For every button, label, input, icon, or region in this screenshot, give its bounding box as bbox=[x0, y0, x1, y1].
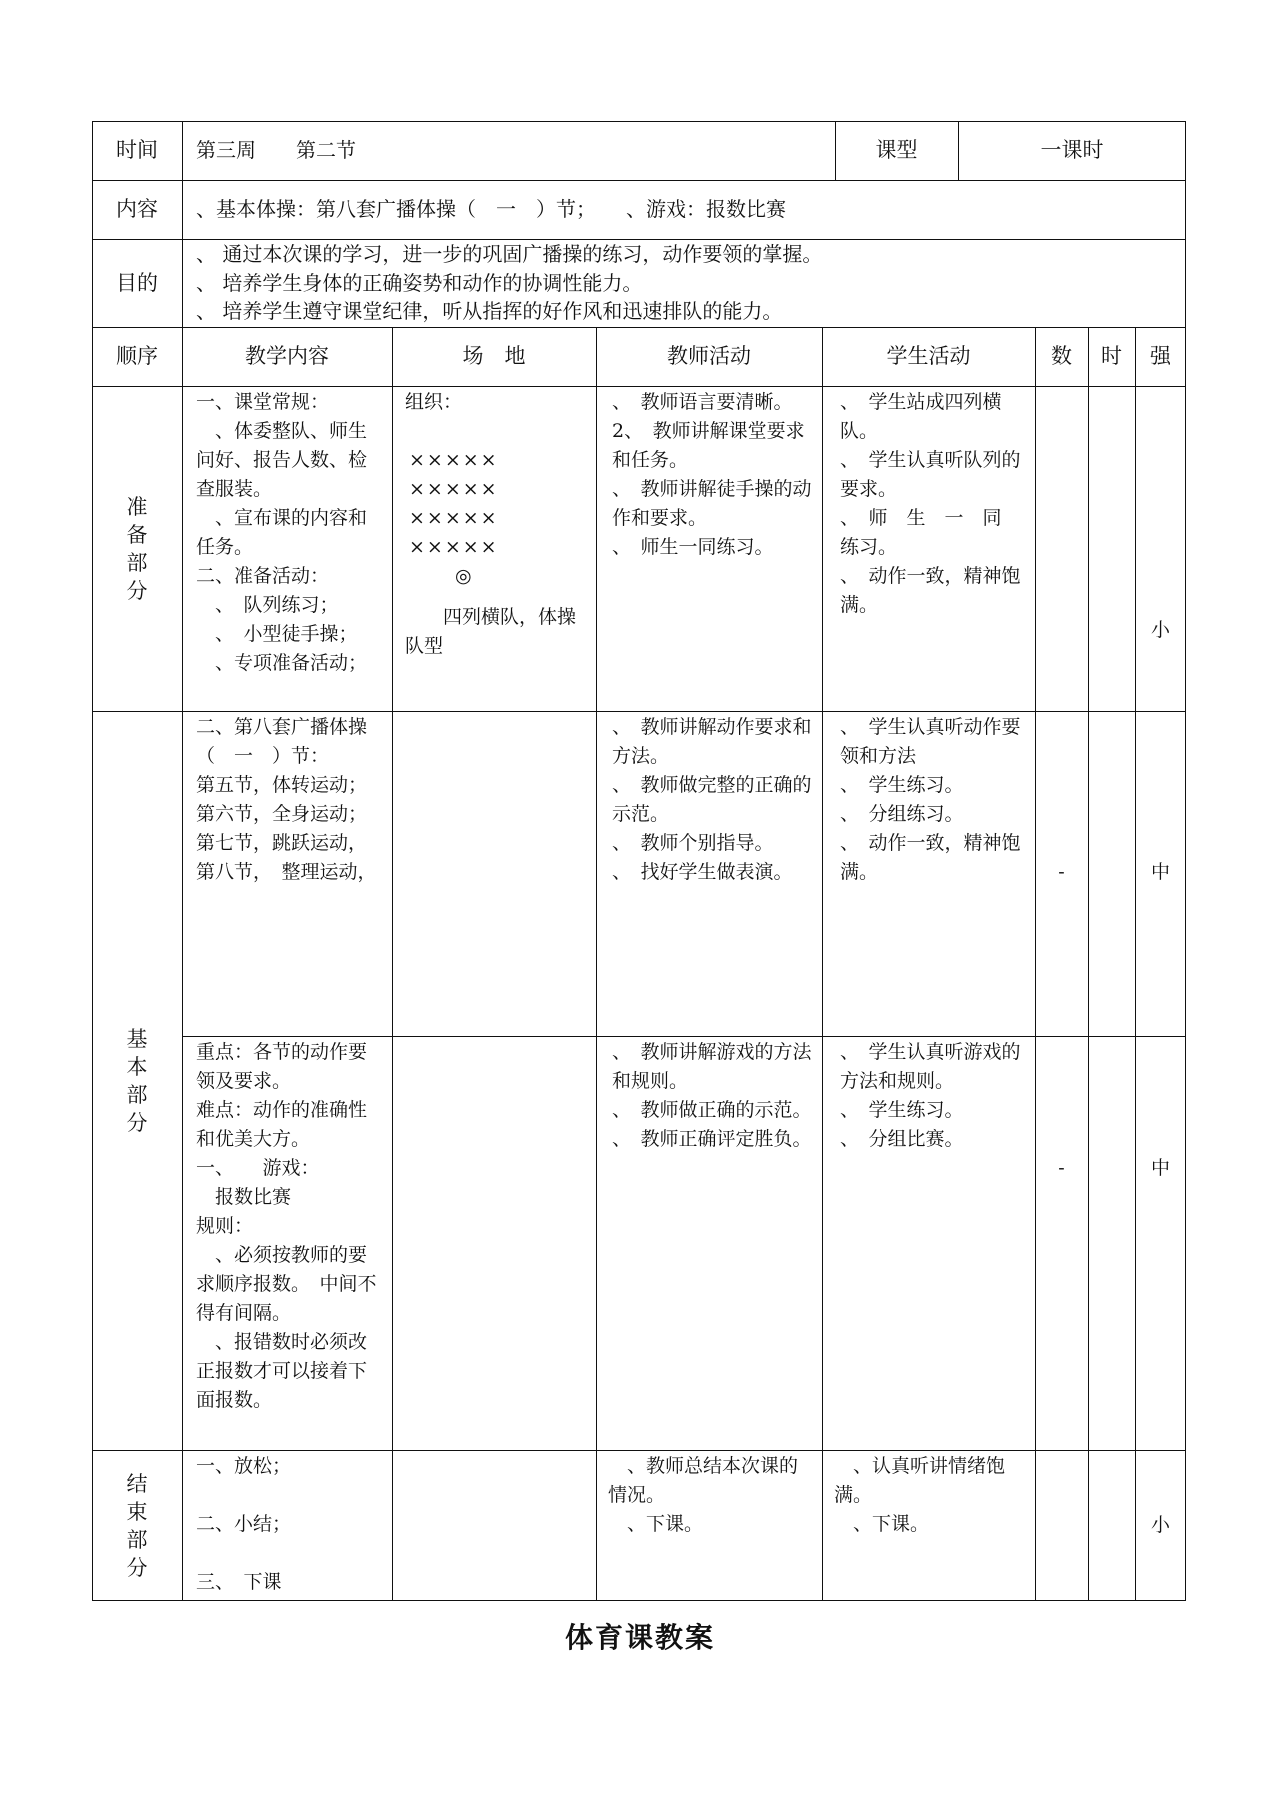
content-line: 规则： bbox=[196, 1215, 254, 1237]
content-line: 一、课堂常规： bbox=[196, 391, 330, 413]
content-line: 、 小型徒手操； bbox=[196, 623, 358, 645]
col-divider bbox=[596, 327, 597, 1601]
content-line: 一、 游戏： bbox=[196, 1157, 320, 1179]
basic2-teacher bbox=[612, 1038, 812, 1154]
section-label-end bbox=[92, 1450, 182, 1601]
row-divider bbox=[92, 711, 1186, 712]
label-char: 分 bbox=[126, 1555, 148, 1580]
teacher-item: 、教师总结本次课的情况。 bbox=[608, 1455, 799, 1506]
label-char: 束 bbox=[126, 1499, 148, 1524]
prep-intensity: 小 bbox=[1150, 618, 1170, 641]
label-char: 基 bbox=[126, 1026, 148, 1051]
basic1-student bbox=[840, 713, 1028, 887]
content-line: 一、放松； bbox=[196, 1455, 292, 1477]
section-label-basic bbox=[92, 711, 182, 1450]
student-item: 、 学生认真听队列的要求。 bbox=[840, 449, 1021, 500]
student-item: 、下课。 bbox=[834, 1513, 930, 1535]
content-label: 内容 bbox=[116, 197, 158, 221]
content-line: 报数比赛 bbox=[196, 1186, 292, 1208]
col-header-student: 学生活动 bbox=[886, 344, 971, 368]
row-divider bbox=[92, 1450, 1186, 1451]
col-header-count: 数 bbox=[1051, 344, 1072, 368]
teacher-item: 、 教师语言要清晰。 bbox=[612, 391, 793, 413]
time-value: 第三周 第二节 bbox=[196, 138, 356, 162]
teacher-item: 、 找好学生做表演。 bbox=[612, 861, 793, 883]
basic1-count: - bbox=[1058, 860, 1065, 883]
goal-list bbox=[196, 240, 1176, 326]
content-line: 三、 下课 bbox=[196, 1571, 282, 1593]
teacher-item: 、下课。 bbox=[608, 1513, 704, 1535]
col-divider bbox=[1088, 327, 1089, 1601]
content-line: 二、准备活动： bbox=[196, 565, 330, 587]
row-divider bbox=[92, 386, 1186, 387]
formation-row: ××××× bbox=[409, 507, 499, 529]
content-line: 第七节，跳跃运动， bbox=[196, 832, 368, 854]
col-header-intensity: 强 bbox=[1150, 344, 1171, 368]
prep-teacher bbox=[612, 388, 812, 562]
formation-row: ××××× bbox=[409, 478, 499, 500]
basic2-content bbox=[196, 1038, 384, 1415]
goal-item: 、 培养学生身体的正确姿势和动作的协调性能力。 bbox=[196, 270, 643, 295]
teacher-item: 、 教师做正确的示范。 bbox=[612, 1099, 812, 1121]
type-label: 课型 bbox=[875, 138, 918, 162]
content-line: 重点：各节的动作要领及要求。 bbox=[196, 1041, 368, 1092]
col-header-time: 时 bbox=[1101, 344, 1122, 368]
teacher-item: 、 教师个别指导。 bbox=[612, 832, 774, 854]
content-line: 、 队列练习； bbox=[196, 594, 339, 616]
content-line: 第八节， 整理运动， bbox=[196, 861, 377, 883]
student-item: 、 学生站成四列横队。 bbox=[840, 391, 1002, 442]
student-item: 、 学生练习。 bbox=[840, 774, 964, 796]
teacher-item: 、 教师讲解徒手操的动作和要求。 bbox=[612, 478, 812, 529]
venue-note: 四列横队，体操队型 bbox=[405, 606, 577, 657]
col-divider bbox=[392, 327, 393, 1601]
section-label-prep bbox=[92, 386, 182, 711]
document-title: 体育课教案 bbox=[564, 1621, 715, 1654]
student-item: 、 学生认真听游戏的方法和规则。 bbox=[840, 1041, 1021, 1092]
student-item: 、 动作一致，精神饱满。 bbox=[840, 565, 1021, 616]
col-header-order: 顺序 bbox=[116, 344, 158, 368]
basic2-count: - bbox=[1058, 1156, 1065, 1179]
time-label: 时间 bbox=[116, 138, 158, 162]
col-header-teacher: 教师活动 bbox=[667, 344, 751, 368]
col-divider bbox=[1035, 327, 1036, 1601]
prep-student bbox=[840, 388, 1028, 620]
label-char: 分 bbox=[126, 578, 148, 603]
student-item: 、 学生练习。 bbox=[840, 1099, 964, 1121]
content-line: 二、小结； bbox=[196, 1513, 292, 1535]
teacher-item: 、 师生一同练习。 bbox=[612, 536, 774, 558]
goal-item: 、 培养学生遵守课堂纪律，听从指挥的好作风和迅速排队的能力。 bbox=[196, 299, 783, 323]
basic2-student bbox=[840, 1038, 1028, 1154]
basic1-intensity: 中 bbox=[1150, 860, 1170, 883]
formation-row: ××××× bbox=[409, 536, 499, 558]
student-item: 、 分组比赛。 bbox=[840, 1128, 964, 1150]
type-value: 一课时 bbox=[1040, 138, 1104, 162]
teacher-item: 2、 教师讲解课堂要求和任务。 bbox=[612, 420, 805, 471]
content-line: 难点：动作的准确性和优美大方。 bbox=[196, 1099, 368, 1150]
teacher-item: 、 教师做完整的正确的示范。 bbox=[612, 774, 812, 825]
label-char: 部 bbox=[126, 1527, 148, 1552]
label-char: 本 bbox=[126, 1054, 148, 1079]
student-item: 、认真听讲情绪饱满。 bbox=[834, 1455, 1006, 1506]
col-divider bbox=[1135, 327, 1136, 1601]
basic1-teacher bbox=[612, 713, 812, 887]
label-char: 备 bbox=[126, 522, 148, 547]
end-intensity: 小 bbox=[1150, 1513, 1170, 1536]
student-item: 、 动作一致，精神饱满。 bbox=[840, 832, 1021, 883]
content-line: 、宣布课的内容和任务。 bbox=[196, 507, 368, 558]
end-teacher bbox=[608, 1452, 814, 1539]
col-divider bbox=[822, 327, 823, 1601]
content-line: 第五节，体转运动； bbox=[196, 774, 368, 796]
basic2-intensity: 中 bbox=[1150, 1156, 1170, 1179]
basic1-content bbox=[196, 713, 384, 887]
label-char: 部 bbox=[126, 550, 148, 575]
end-student bbox=[834, 1452, 1030, 1539]
student-item: 、 学生认真听动作要领和方法 bbox=[840, 716, 1021, 767]
label-char: 部 bbox=[126, 1082, 148, 1107]
content-line: 、报错数时必须改正报数才可以接着下面报数。 bbox=[196, 1331, 368, 1411]
formation-row: ××××× bbox=[409, 449, 499, 471]
venue-label: 组织： bbox=[405, 391, 463, 413]
content-line: 、专项准备活动； bbox=[196, 652, 368, 674]
label-char: 结 bbox=[126, 1471, 148, 1496]
prep-content bbox=[196, 388, 384, 678]
col-header-content: 教学内容 bbox=[245, 344, 329, 368]
content-value: 、基本体操：第八套广播体操（ 一 ）节； 、游戏：报数比赛 bbox=[196, 197, 786, 221]
teacher-position-mark: ◎ bbox=[455, 565, 472, 587]
prep-venue bbox=[405, 388, 591, 661]
label-char: 分 bbox=[126, 1110, 148, 1135]
content-line: 二、第八套广播体操（ 一 ）节： bbox=[196, 716, 368, 767]
teacher-item: 、 教师讲解游戏的方法和规则。 bbox=[612, 1041, 812, 1092]
content-line: 、体委整队、师生问好、报告人数、检查服装。 bbox=[196, 420, 368, 500]
label-char: 准 bbox=[126, 494, 148, 519]
goal-label: 目的 bbox=[116, 270, 158, 295]
student-item: 、 分组练习。 bbox=[840, 803, 964, 825]
content-line: 第六节，全身运动； bbox=[196, 803, 368, 825]
student-item: 、 师 生 一 同 练习。 bbox=[840, 507, 1021, 558]
goal-item: 、 通过本次课的学习，进一步的巩固广播操的练习，动作要领的掌握。 bbox=[196, 242, 823, 266]
col-header-venue: 场 地 bbox=[462, 344, 526, 368]
teacher-item: 、 教师讲解动作要求和方法。 bbox=[612, 716, 812, 767]
teacher-item: 、 教师正确评定胜负。 bbox=[612, 1128, 812, 1150]
content-line: 、必须按教师的要求顺序报数。 中间不得有间隔。 bbox=[196, 1244, 377, 1324]
end-content bbox=[196, 1452, 384, 1597]
